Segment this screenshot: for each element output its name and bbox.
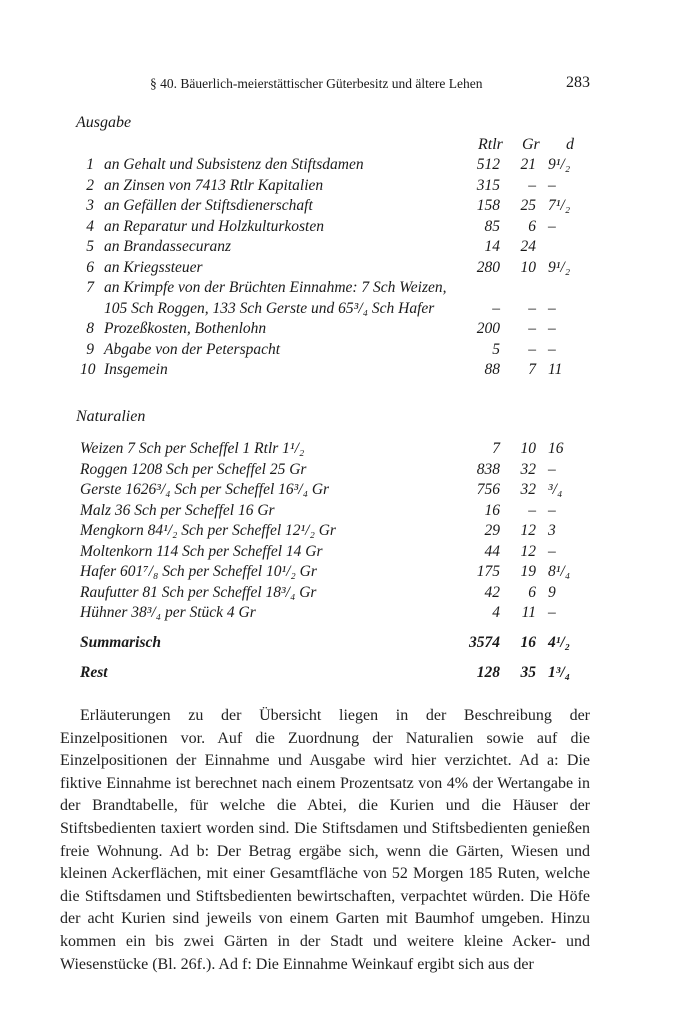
gr-cell: 7 bbox=[528, 361, 536, 378]
column-header-rtlr: Rtlr bbox=[478, 136, 503, 153]
rtlr-cell: 315 bbox=[476, 176, 500, 194]
gr-cell: 12 bbox=[520, 522, 536, 539]
table-row bbox=[0, 604, 700, 625]
rest-row bbox=[0, 664, 700, 685]
d-cell: 9¹/₂ bbox=[548, 258, 571, 276]
rtlr-cell: 512 bbox=[476, 156, 500, 173]
row-number: 9 bbox=[86, 340, 94, 358]
table-row bbox=[0, 218, 700, 239]
d-cell: – bbox=[548, 299, 556, 317]
d-cell: – bbox=[548, 340, 556, 358]
rtlr-cell: 14 bbox=[484, 238, 500, 255]
rtlr-cell: 280 bbox=[476, 258, 500, 276]
d-cell: – bbox=[548, 320, 556, 337]
rtlr-cell: 42 bbox=[484, 583, 500, 601]
page-header bbox=[150, 76, 590, 94]
row-label: an Krimpfe von der Brüchten Einnahme: 7 Sch Weizen, bbox=[104, 279, 447, 296]
ausgabe-title: Ausgabe bbox=[76, 114, 132, 131]
row-number: 3 bbox=[86, 197, 94, 214]
row-label: Raufutter 81 Sch per Scheffel 18³/₄ Gr bbox=[80, 583, 317, 601]
summarisch-row bbox=[0, 634, 700, 655]
rest-rtlr: 128 bbox=[476, 663, 500, 681]
d-cell: – bbox=[548, 501, 556, 519]
row-label: an Kriegssteuer bbox=[104, 258, 203, 276]
gr-cell: 6 bbox=[528, 583, 536, 601]
row-number: 6 bbox=[86, 258, 94, 276]
gr-cell: 10 bbox=[520, 258, 536, 276]
table-row bbox=[0, 156, 700, 177]
row-label: an Reparatur und Holzkulturkosten bbox=[104, 217, 324, 235]
column-header-d: d bbox=[566, 136, 574, 153]
rest-d: 1³/₄ bbox=[548, 663, 571, 681]
d-cell: – bbox=[548, 542, 556, 560]
table-row bbox=[0, 320, 700, 341]
row-number: 4 bbox=[86, 217, 94, 235]
row-label: Insgemein bbox=[104, 361, 168, 378]
rtlr-cell: 175 bbox=[476, 563, 500, 580]
row-label: Mengkorn 84¹/₂ Sch per Scheffel 12¹/₂ Gr bbox=[80, 522, 336, 539]
table-row bbox=[0, 584, 700, 605]
table-row bbox=[0, 361, 700, 382]
table-row bbox=[0, 341, 700, 362]
d-cell: – bbox=[548, 217, 556, 235]
running-title: § 40. Bäuerlich-meierstättischer Güterbesitz und ältere Lehen bbox=[150, 76, 483, 91]
naturalien-title: Naturalien bbox=[76, 408, 146, 425]
row-label: Moltenkorn 114 Sch per Scheffel 14 Gr bbox=[80, 542, 323, 560]
summarisch-gr: 16 bbox=[520, 634, 536, 651]
rtlr-cell: 756 bbox=[476, 481, 500, 498]
row-number: 2 bbox=[86, 176, 94, 194]
rtlr-cell: 158 bbox=[476, 197, 500, 214]
row-label: an Gefällen der Stiftsdienerschaft bbox=[104, 197, 313, 214]
gr-cell: – bbox=[528, 320, 536, 337]
gr-cell: 24 bbox=[520, 238, 536, 255]
d-cell: – bbox=[548, 460, 556, 478]
gr-cell: – bbox=[528, 340, 536, 358]
gr-cell: 21 bbox=[520, 156, 536, 173]
d-cell: – bbox=[548, 176, 556, 194]
rtlr-cell: 85 bbox=[484, 217, 500, 235]
row-number: 10 bbox=[80, 361, 96, 378]
row-number: 1 bbox=[86, 156, 94, 173]
table-row bbox=[0, 197, 700, 218]
table-row bbox=[0, 440, 700, 461]
row-label: Prozeßkosten, Bothenlohn bbox=[104, 320, 267, 337]
d-cell: ³/₄ bbox=[548, 481, 563, 498]
rest-gr: 35 bbox=[520, 663, 536, 681]
summary-table bbox=[0, 634, 700, 684]
d-cell: 16 bbox=[548, 440, 564, 457]
naturalien-table bbox=[0, 440, 700, 625]
table-row bbox=[0, 238, 700, 259]
d-cell: 7¹/₂ bbox=[548, 197, 571, 214]
d-cell: 11 bbox=[548, 361, 563, 378]
gr-cell: 10 bbox=[520, 440, 536, 457]
table-row bbox=[0, 543, 700, 564]
rtlr-cell: 88 bbox=[484, 361, 500, 378]
gr-cell: 6 bbox=[528, 217, 536, 235]
table-row bbox=[0, 502, 700, 523]
row-number: 8 bbox=[86, 320, 94, 337]
table-row bbox=[0, 279, 700, 300]
rtlr-cell: 44 bbox=[484, 542, 500, 560]
d-cell: 8¹/₄ bbox=[548, 563, 571, 580]
row-label: Hafer 601⁷/₈ Sch per Scheffel 10¹/₂ Gr bbox=[80, 563, 317, 580]
rtlr-cell: 7 bbox=[492, 440, 500, 457]
gr-cell: – bbox=[528, 176, 536, 194]
body-text bbox=[60, 705, 590, 976]
summarisch-d: 4¹/₂ bbox=[548, 634, 571, 651]
column-header-gr: Gr bbox=[522, 136, 540, 153]
rtlr-cell: 29 bbox=[484, 522, 500, 539]
rtlr-cell: – bbox=[492, 299, 500, 317]
gr-cell: 32 bbox=[520, 460, 536, 478]
page-number: 283 bbox=[566, 74, 590, 91]
row-label: Roggen 1208 Sch per Scheffel 25 Gr bbox=[80, 460, 307, 478]
rtlr-cell: 4 bbox=[492, 604, 500, 621]
row-label: an Brandassecuranz bbox=[104, 238, 232, 255]
rtlr-cell: 16 bbox=[484, 501, 500, 519]
table-row bbox=[0, 259, 700, 280]
rtlr-cell: 200 bbox=[476, 320, 500, 337]
row-label: 105 Sch Roggen, 133 Sch Gerste und 65³/₄ Sch Hafer bbox=[104, 299, 435, 317]
d-cell: 9 bbox=[548, 583, 556, 601]
gr-cell: 19 bbox=[520, 563, 536, 580]
d-cell: 9¹/₂ bbox=[548, 156, 571, 173]
row-number: 7 bbox=[86, 279, 94, 296]
row-label: Hühner 38³/₄ per Stück 4 Gr bbox=[80, 604, 256, 621]
gr-cell: 32 bbox=[520, 481, 536, 498]
rtlr-cell: 5 bbox=[492, 340, 500, 358]
body-paragraph: Erläuterungen zu der Übersicht liegen in der Beschreibung der Einzelpositionen vor. Auf die Zuordnung der Naturalien sowie auf die Einzelpositionen der Einnahme und Ausgabe wird hier verzichtet. Ad a: Die fiktive Einnahme ist berechnet nach einem Prozentsatz von 4% der Wertangabe in der Brandtabelle, für welche die Abtei, die Kurien und die Häuser der Stiftsbedienten taxiert worden sind. Die Stiftsdamen und Stiftsbedienten genießen freie Wohnung. Ad b: Der Betrag ergäbe sich, wenn die Gärten, Wiesen und kleinen Ackerflächen, mit einer Gesamtfläche von 52 Morgen 185 Ruten, welche die Stiftsdamen und Stiftsbedienten bewirtschaften, verpachtet würden. Die Höfe der acht Kurien sind jeweils von einem Garten mit Baumhof umgeben. Hinzu kommen ein bis zwei Gärten in der Stadt und weitere kleine Acker- und Wiesenstücke (Bl. 26f.). Ad f: Die Einnahme Weinkauf ergibt sich aus der bbox=[60, 707, 590, 973]
table-row bbox=[0, 461, 700, 482]
table-row bbox=[0, 481, 700, 502]
table-row bbox=[0, 177, 700, 198]
row-label: an Zinsen von 7413 Rtlr Kapitalien bbox=[104, 176, 324, 194]
row-label: Gerste 1626³/₄ Sch per Scheffel 16³/₄ Gr bbox=[80, 481, 330, 498]
table-row bbox=[0, 522, 700, 543]
table-row bbox=[0, 300, 700, 321]
d-cell: – bbox=[548, 604, 556, 621]
summarisch-rtlr: 3574 bbox=[469, 634, 500, 651]
row-label: an Gehalt und Subsistenz den Stiftsdamen bbox=[104, 156, 364, 173]
row-label: Malz 36 Sch per Scheffel 16 Gr bbox=[80, 501, 275, 519]
summarisch-label: Summarisch bbox=[80, 634, 161, 651]
rest-label: Rest bbox=[80, 663, 108, 681]
gr-cell: 11 bbox=[521, 604, 536, 621]
row-number: 5 bbox=[86, 238, 94, 255]
rtlr-cell: 838 bbox=[476, 460, 500, 478]
row-label: Abgabe von der Peterspacht bbox=[104, 340, 281, 358]
row-label: Weizen 7 Sch per Scheffel 1 Rtlr 1¹/₂ bbox=[80, 440, 305, 457]
d-cell: 3 bbox=[548, 522, 556, 539]
gr-cell: 25 bbox=[520, 197, 536, 214]
gr-cell: 12 bbox=[520, 542, 536, 560]
gr-cell: – bbox=[528, 299, 536, 317]
gr-cell: – bbox=[528, 501, 536, 519]
column-headers bbox=[470, 136, 590, 156]
table-row bbox=[0, 563, 700, 584]
ausgabe-table bbox=[0, 156, 700, 382]
